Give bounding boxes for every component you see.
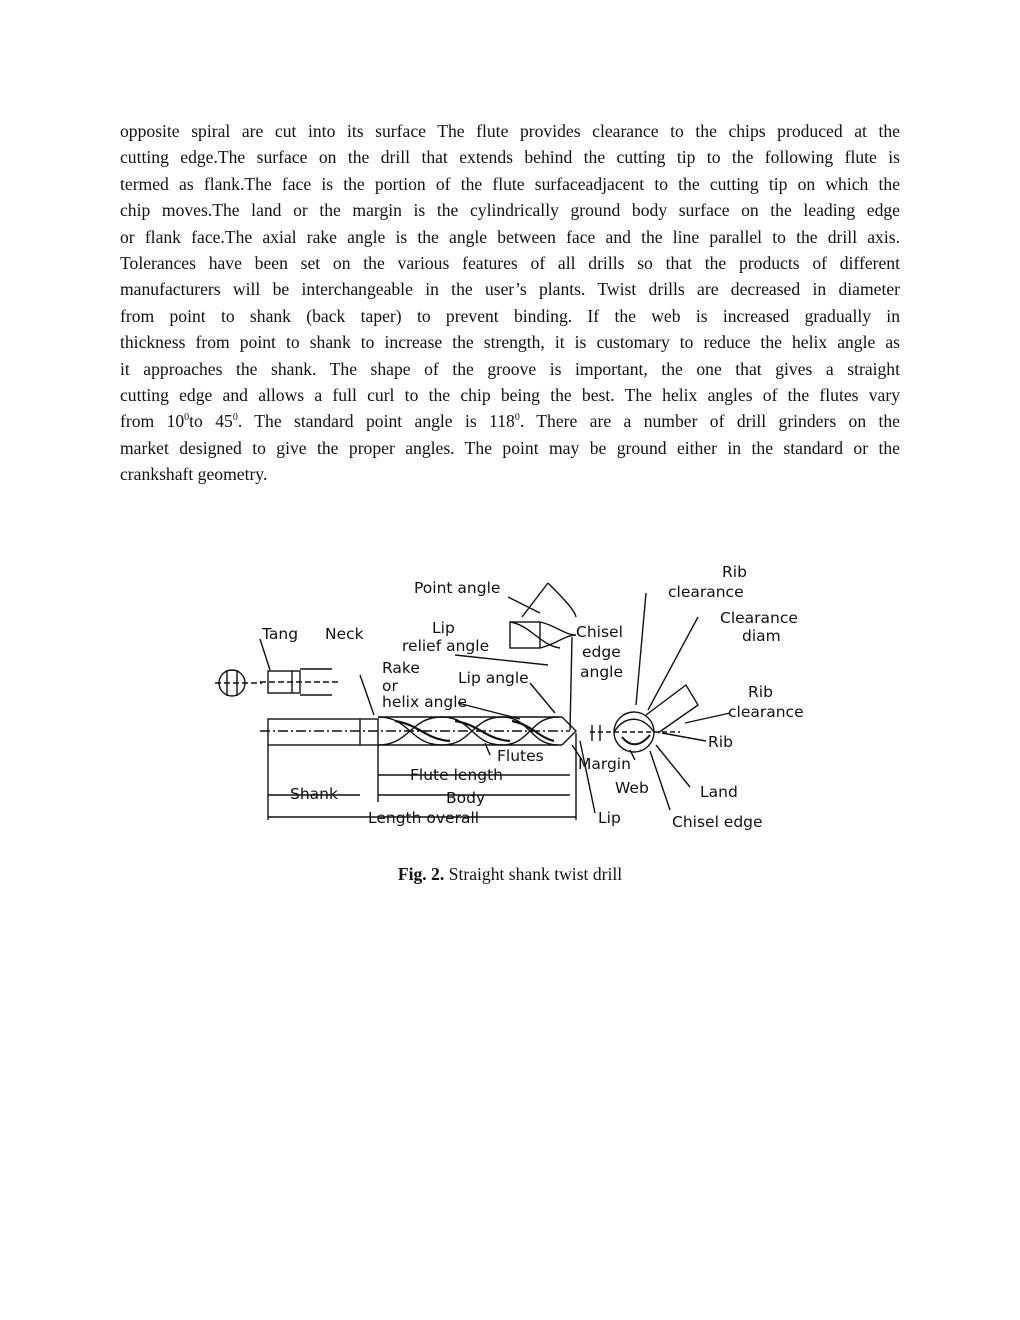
superscript: 0	[232, 412, 238, 424]
twist-drill-diagram	[210, 555, 820, 840]
body-line: cutting edge.The surface on the drill that extends behind the cutting tip to the following flute is	[120, 147, 900, 168]
body-line: market designed to give the proper angles. The point may be ground either in the standard or the	[120, 437, 900, 458]
label-rib: Rib	[708, 733, 733, 751]
point-angle-view	[510, 583, 576, 648]
body-line: Tolerances have been set on the various features of all drills so that the products of different	[120, 253, 900, 274]
body-line: from point to shank (back taper) to prevent binding. If the web is increased gradually in	[120, 305, 900, 326]
label-length-overall: Length overall	[368, 809, 480, 827]
text-run: to 45	[189, 411, 233, 432]
text-run: from 10	[120, 411, 185, 432]
label-land: Land	[700, 783, 738, 801]
label-point-angle: Point angle	[414, 579, 501, 597]
label-chisel-edge: Chisel edge	[672, 813, 763, 831]
label-body: Body	[446, 789, 486, 807]
label-rake-3: helix angle	[382, 693, 468, 711]
body-line: it approaches the shank. The shape of the groove is important, the one that gives a straight	[120, 358, 900, 379]
label-neck: Neck	[325, 625, 364, 643]
superscript: 0	[514, 412, 520, 424]
body-line: crankshaft geometry.	[120, 464, 268, 485]
drill-body	[260, 717, 576, 745]
label-clearance-diam-2: diam	[742, 627, 781, 645]
text-run: . The standard point angle is 118	[237, 411, 515, 432]
label-margin: Margin	[578, 755, 631, 773]
body-line: manufacturers will be interchangeable in the user’s plants. Twist drills are decreased in diameter	[120, 279, 900, 300]
body-line: or flank face.The axial rake angle is the angle between face and the line parallel to the drill axis.	[120, 226, 900, 247]
label-web: Web	[615, 779, 649, 797]
body-line: termed as flank.The face is the portion of the flute surfaceadjacent to the cutting tip on which the	[120, 173, 900, 194]
text-run: . There are a number of drill grinders on the	[519, 411, 900, 432]
label-rib-clearance-right-2: clearance	[728, 703, 804, 721]
label-chisel-edge-angle-2: edge	[582, 643, 621, 661]
caption-text: Straight shank twist drill	[444, 864, 623, 884]
tang-end-view	[215, 670, 262, 696]
label-rake-2: or	[382, 677, 398, 695]
body-paragraph	[120, 118, 900, 488]
label-shank: Shank	[290, 785, 338, 803]
label-tang: Tang	[262, 625, 299, 643]
label-clearance-diam-1: Clearance	[720, 609, 798, 627]
label-flutes: Flutes	[497, 747, 544, 765]
body-line: opposite spiral are cut into its surface The flute provides clearance to the chips produced at the	[120, 121, 900, 141]
figure-caption	[0, 864, 1020, 885]
label-rib-clearance-top-1: Rib	[722, 563, 747, 581]
label-flute-length: Flute length	[410, 766, 503, 784]
label-rib-clearance-right-1: Rib	[748, 683, 773, 701]
label-chisel-edge-angle-3: angle	[580, 663, 624, 681]
body-line: thickness from point to shank to increase the strength, it is customary to reduce the helix angle as	[120, 332, 900, 353]
drill-end-view	[590, 685, 698, 752]
body-line-angles	[120, 408, 900, 434]
label-lip-relief-angle: relief angle	[402, 637, 490, 655]
body-line: chip moves.The land or the margin is the cylindrically ground body surface on the leading edge	[120, 200, 900, 221]
label-rake-1: Rake	[382, 659, 420, 677]
label-lip-angle: Lip angle	[458, 669, 529, 687]
superscript: 0	[184, 412, 190, 424]
body-line: cutting edge and allows a full curl to the chip being the best. The helix angles of the flutes vary	[120, 385, 900, 406]
label-lip: Lip	[432, 619, 455, 637]
label-rib-clearance-top-2: clearance	[668, 583, 744, 601]
label-lip-bottom: Lip	[598, 809, 621, 827]
caption-label: Fig. 2.	[397, 864, 445, 884]
label-chisel-edge-angle-1: Chisel	[576, 623, 623, 641]
tang-side-view	[260, 669, 340, 695]
